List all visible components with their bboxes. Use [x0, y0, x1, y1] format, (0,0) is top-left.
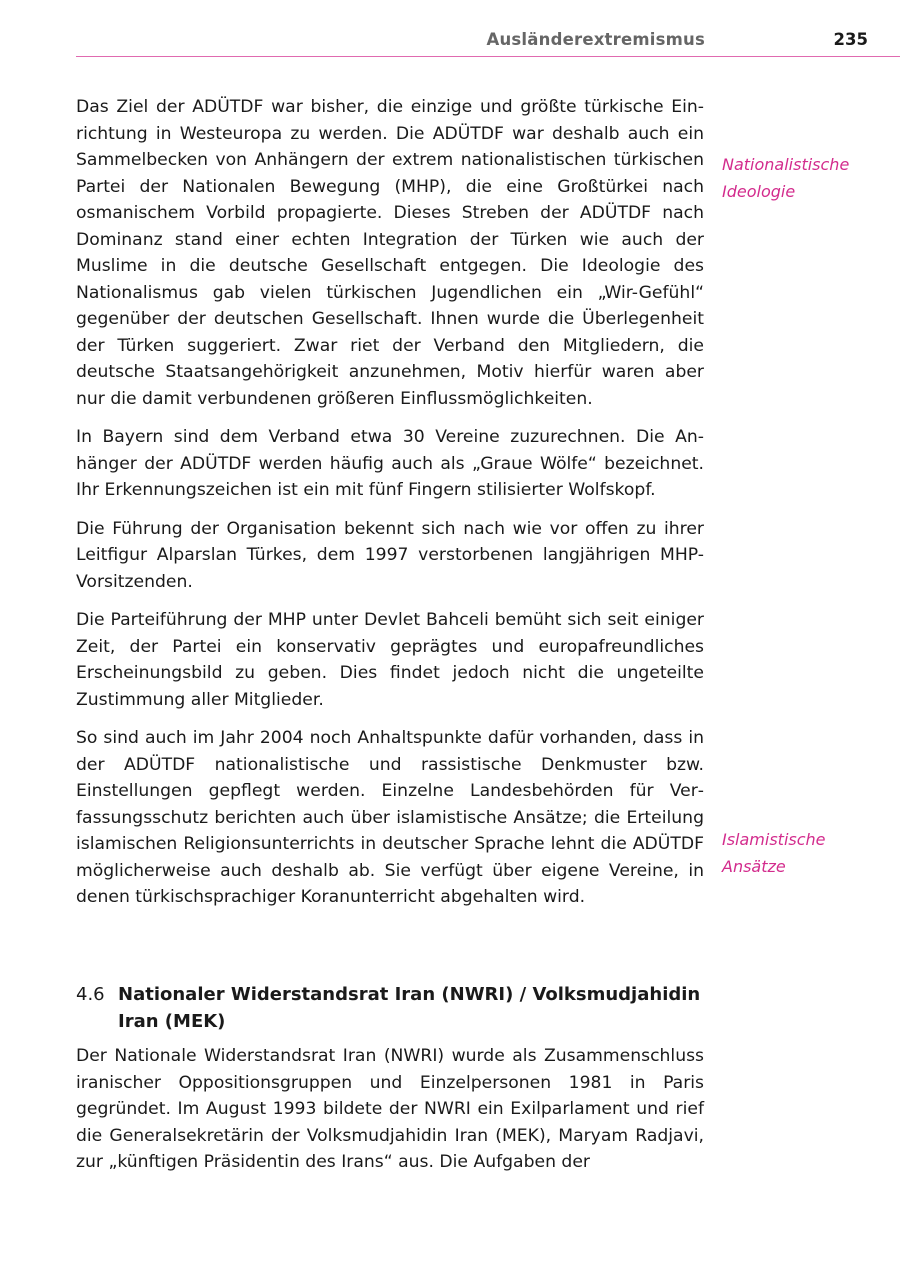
section-text-column [76, 1043, 704, 1188]
main-text-column [76, 94, 704, 923]
paragraph-bavaria-associations: In Bayern sind dem Verband etwa 30 Vereine zuzurechnen. Die Anhänger der ADÜTDF werden häufig auch als „Graue Wölfe“ bezeichnet. Ihr Erkennungszeichen ist ein mit fünf Fingern stilisierter Wolfskopf. [76, 427, 704, 500]
page-header [0, 26, 900, 58]
margin-note-nationalist-ideology: Nationalistische Ideologie [722, 155, 850, 201]
paragraph-leadership: Die Führung der Organisation bekennt sich nach wie vor offen zu ihrer Leitfigur Alparslan Türkes, dem 1997 verstorbenen langjährigen MHP-Vorsitzenden. [76, 518, 704, 592]
paragraph-adutdf-goal: Das Ziel der ADÜTDF war bisher, die einzige und größte türkische Einrichtung in Westeuropa zu werden. Die ADÜTDF war deshalb auch ein Sammelbecken von Anhängern der extrem nationalistischen türkischen Partei der Nationalen Bewegung (MHP), die eine Großtürkei nach osmanischem Vorbild propagierte. Dieses Streben der ADÜTDF nach Dominanz stand einer echten Integration der Türken wie auch der Muslime in die deutsche Gesellschaft entgegen. Die Ideologie des Nationalismus gab vielen türkischen Jugendlichen ein „Wir-Gefühl“ gegenüber der deutschen Gesellschaft. Ihnen wurde die Überlegenheit der Türken suggeriert. Zwar riet der Verband den Mitgliedern, die deutsche Staatsangehörigkeit anzunehmen, Motiv hierfür waren aber nur die damit verbundenen größeren Einflussmöglichkeiten. [76, 97, 704, 409]
paragraph-nwri-founding: Der Nationale Widerstandsrat Iran (NWRI) wurde als Zusammenschluss iranischer Oppositionsgruppen und Einzelpersonen 1981 in Paris gegründet. Im August 1993 bildete der NWRI ein Exilparlament und rief die Generalsekretärin der Volksmudjahidin Iran (MEK), Maryam Radjavi, zur „künftigen Präsidentin des Irans“ aus. Die Aufgaben der [76, 1046, 704, 1172]
margin-note-islamist-approaches: Islamistische Ansätze [722, 830, 826, 876]
header-rule [76, 56, 900, 57]
running-title: Ausländerextremismus [486, 30, 705, 49]
paragraph-mhp-party-leadership: Die Parteiführung der MHP unter Devlet Bahceli bemüht sich seit einiger Zeit, der Partei ein konservativ geprägtes und europafreundliches Erscheinungsbild zu geben. Dies findet jedoch nicht die ungeteilte Zustimmung aller Mitglieder. [76, 610, 704, 710]
paragraph-islamist-approaches: So sind auch im Jahr 2004 noch Anhaltspunkte dafür vorhanden, dass in der ADÜTDF nationalistische und rassistische Denkmuster bzw. Einstellungen gepflegt werden. Einzelne Landesbehörden für Verfassungsschutz berichten auch über islamistische Ansätze; die Erteilung islamischen Religionsunterrichts in deutscher Sprache lehnt die ADÜTDF möglicherweise auch deshalb ab. Sie verfügt über eigene Vereine, in denen türkischsprachiger Koranunterricht abgehalten wird. [76, 728, 704, 907]
section-number: 4.6 [76, 984, 105, 1005]
section-title: Nationaler Widerstandsrat Iran (NWRI) / Volksmudjahidin Iran (MEK) [118, 984, 701, 1032]
section-heading [76, 981, 704, 1035]
page-number: 235 [833, 30, 868, 49]
